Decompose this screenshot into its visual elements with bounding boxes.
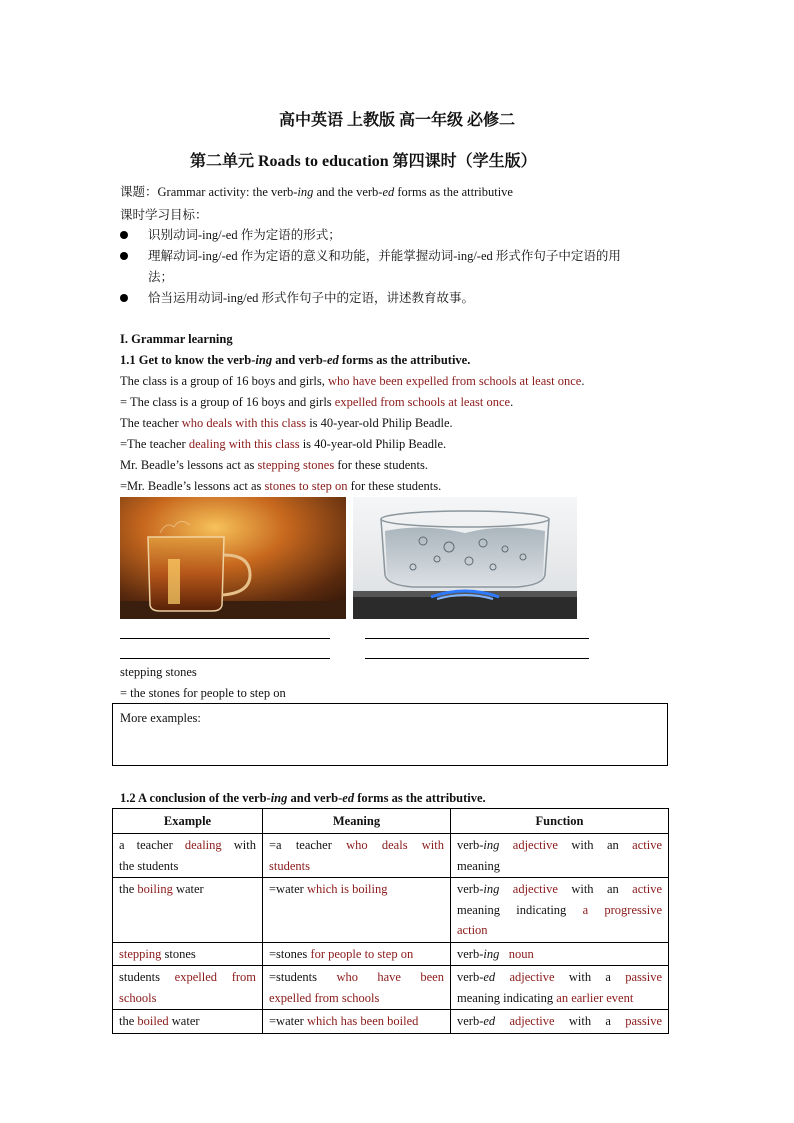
cell-line: students expelled from: [119, 970, 256, 984]
table-header: Function: [451, 809, 669, 834]
cell-line: =water which is boiling: [269, 882, 388, 896]
sub-ed: ed: [342, 791, 355, 805]
cell-line: expelled from schools: [269, 990, 380, 1005]
example-highlight: who deals with this class: [181, 416, 307, 430]
cell-line: a teacher dealing with: [119, 838, 256, 852]
topic-ed: ed: [382, 185, 395, 199]
table-cell: [451, 966, 669, 1010]
cell-line: meaning indicating a progressive: [457, 902, 662, 917]
topic-text: Grammar activity: the verb-: [157, 185, 298, 199]
table-cell: [451, 1010, 669, 1034]
table-header: Meaning: [263, 809, 451, 834]
cell-line: =students who have been: [269, 970, 444, 984]
table-cell: [113, 966, 263, 1010]
example-text: .: [581, 374, 585, 388]
example-sentence: [120, 392, 513, 412]
stepping-stones-term: stepping stones: [120, 665, 197, 679]
cell-line: action: [457, 923, 488, 937]
table-cell: [263, 878, 451, 943]
table-cell: [113, 878, 263, 943]
goal-item: 恰当运用动词-ing/ed 形式作句子中的定语，讲述教育故事。: [148, 291, 475, 305]
example-text: Mr. Beadle’s lessons act as: [120, 458, 258, 472]
example-highlight: stepping stones: [257, 458, 335, 472]
cell-line: stepping stones: [119, 946, 196, 961]
topic-text: forms as the attributive: [394, 185, 513, 199]
table-row: [113, 1010, 669, 1034]
table-cell: [451, 878, 669, 943]
goal-item: 法；: [148, 270, 174, 284]
table-cell: [113, 834, 263, 878]
boiling-water-image: [353, 497, 577, 619]
subsection-heading: [120, 350, 470, 370]
example-text: =The teacher: [120, 437, 189, 451]
cell-line: the boiling water: [119, 882, 204, 896]
answer-blank[interactable]: [365, 638, 589, 639]
table-cell: [451, 834, 669, 878]
example-text: = The class is a group of 16 boys and girls: [120, 395, 335, 409]
cell-line: verb-ed adjective with a passive: [457, 970, 662, 984]
cell-line: the students: [119, 858, 179, 873]
example-sentence: [120, 371, 584, 391]
table-row: [113, 834, 669, 878]
table-cell: [263, 1010, 451, 1034]
cell-line: verb-ing adjective with an active: [457, 838, 663, 852]
example-text: for these students.: [347, 479, 442, 493]
example-sentence: [120, 476, 441, 496]
table-cell: [113, 942, 263, 966]
table-row: [113, 878, 669, 943]
subsection-heading: [120, 788, 486, 808]
example-highlight: stones to step on: [264, 479, 348, 493]
goal-item: 理解动词-ing/-ed 作为定语的意义和功能，并能掌握动词-ing/-ed 形式作句子中定语的用: [148, 249, 621, 263]
example-text: The class is a group of 16 boys and girls,: [120, 374, 328, 388]
example-sentence: [120, 413, 453, 433]
table-row: [113, 966, 669, 1010]
goals-heading: 课时学习目标：: [120, 208, 208, 222]
topic-line: [120, 182, 513, 202]
answer-blank[interactable]: [120, 638, 330, 639]
cell-line: meaning: [457, 858, 501, 873]
sub-ing: ing: [255, 353, 273, 367]
sub-text: and verb-: [272, 353, 327, 367]
more-examples-box[interactable]: [112, 703, 668, 766]
sub-ed: ed: [326, 353, 339, 367]
sub-text: 1.1 Get to know the verb-: [120, 353, 256, 367]
example-highlight: who have been expelled from schools at least once: [327, 374, 582, 388]
answer-blank[interactable]: [365, 658, 589, 659]
table-cell: [451, 942, 669, 966]
sub-text: forms as the attributive.: [338, 353, 471, 367]
example-text: =Mr. Beadle’s lessons act as: [120, 479, 265, 493]
table-cell: [263, 834, 451, 878]
sub-ing: ing: [270, 791, 288, 805]
table-header: Example: [113, 809, 263, 834]
cell-line: verb-ing adjective with an active: [457, 882, 663, 896]
cell-line: students: [269, 858, 310, 873]
sub-text: 1.2 A conclusion of the verb-: [120, 791, 271, 805]
example-sentence: [120, 455, 428, 475]
topic-ing: ing: [297, 185, 314, 199]
example-highlight: expelled from schools at least once: [334, 395, 511, 409]
answer-blank[interactable]: [120, 658, 330, 659]
tea-cup-image: [120, 497, 346, 619]
example-text: is 40-year-old Philip Beadle.: [299, 437, 447, 451]
cell-line: verb-ing noun: [457, 946, 534, 961]
cell-line: the boiled water: [119, 1014, 200, 1028]
cell-line: schools: [119, 990, 157, 1005]
bullet-icon: [120, 231, 128, 239]
table-cell: [263, 966, 451, 1010]
example-text: for these students.: [334, 458, 428, 472]
example-text: is 40-year-old Philip Beadle.: [306, 416, 453, 430]
cell-line: =a teacher who deals with: [269, 838, 444, 852]
cell-line: meaning indicating an earlier event: [457, 990, 634, 1005]
conclusion-table: [112, 808, 669, 1034]
sub-text: forms as the attributive.: [354, 791, 486, 805]
example-text: .: [510, 395, 514, 409]
section-heading: I. Grammar learning: [120, 332, 233, 346]
example-sentence: [120, 434, 446, 454]
document-subtitle: 第二单元 Roads to education 第四课时（学生版）: [190, 153, 537, 170]
more-examples-label: More examples:: [120, 711, 201, 725]
stepping-stones-definition: = the stones for people to step on: [120, 686, 286, 700]
cell-line: =stones for people to step on: [269, 946, 414, 961]
sub-text: and verb-: [287, 791, 343, 805]
bullet-icon: [120, 294, 128, 302]
example-text: The teacher: [120, 416, 182, 430]
cell-line: =water which has been boiled: [269, 1014, 419, 1028]
table-row: [113, 942, 669, 966]
cell-line: verb-ed adjective with a passive: [457, 1014, 662, 1028]
document-title: 高中英语 上教版 高一年级 必修二: [278, 112, 515, 129]
example-highlight: dealing with this class: [188, 437, 300, 451]
bullet-icon: [120, 252, 128, 260]
table-header-row: [113, 809, 669, 834]
table-cell: [263, 942, 451, 966]
topic-text: and the verb-: [313, 185, 383, 199]
table-cell: [113, 1010, 263, 1034]
topic-prefix: 课题：: [120, 185, 158, 199]
goal-item: 识别动词-ing/-ed 作为定语的形式；: [148, 228, 341, 242]
